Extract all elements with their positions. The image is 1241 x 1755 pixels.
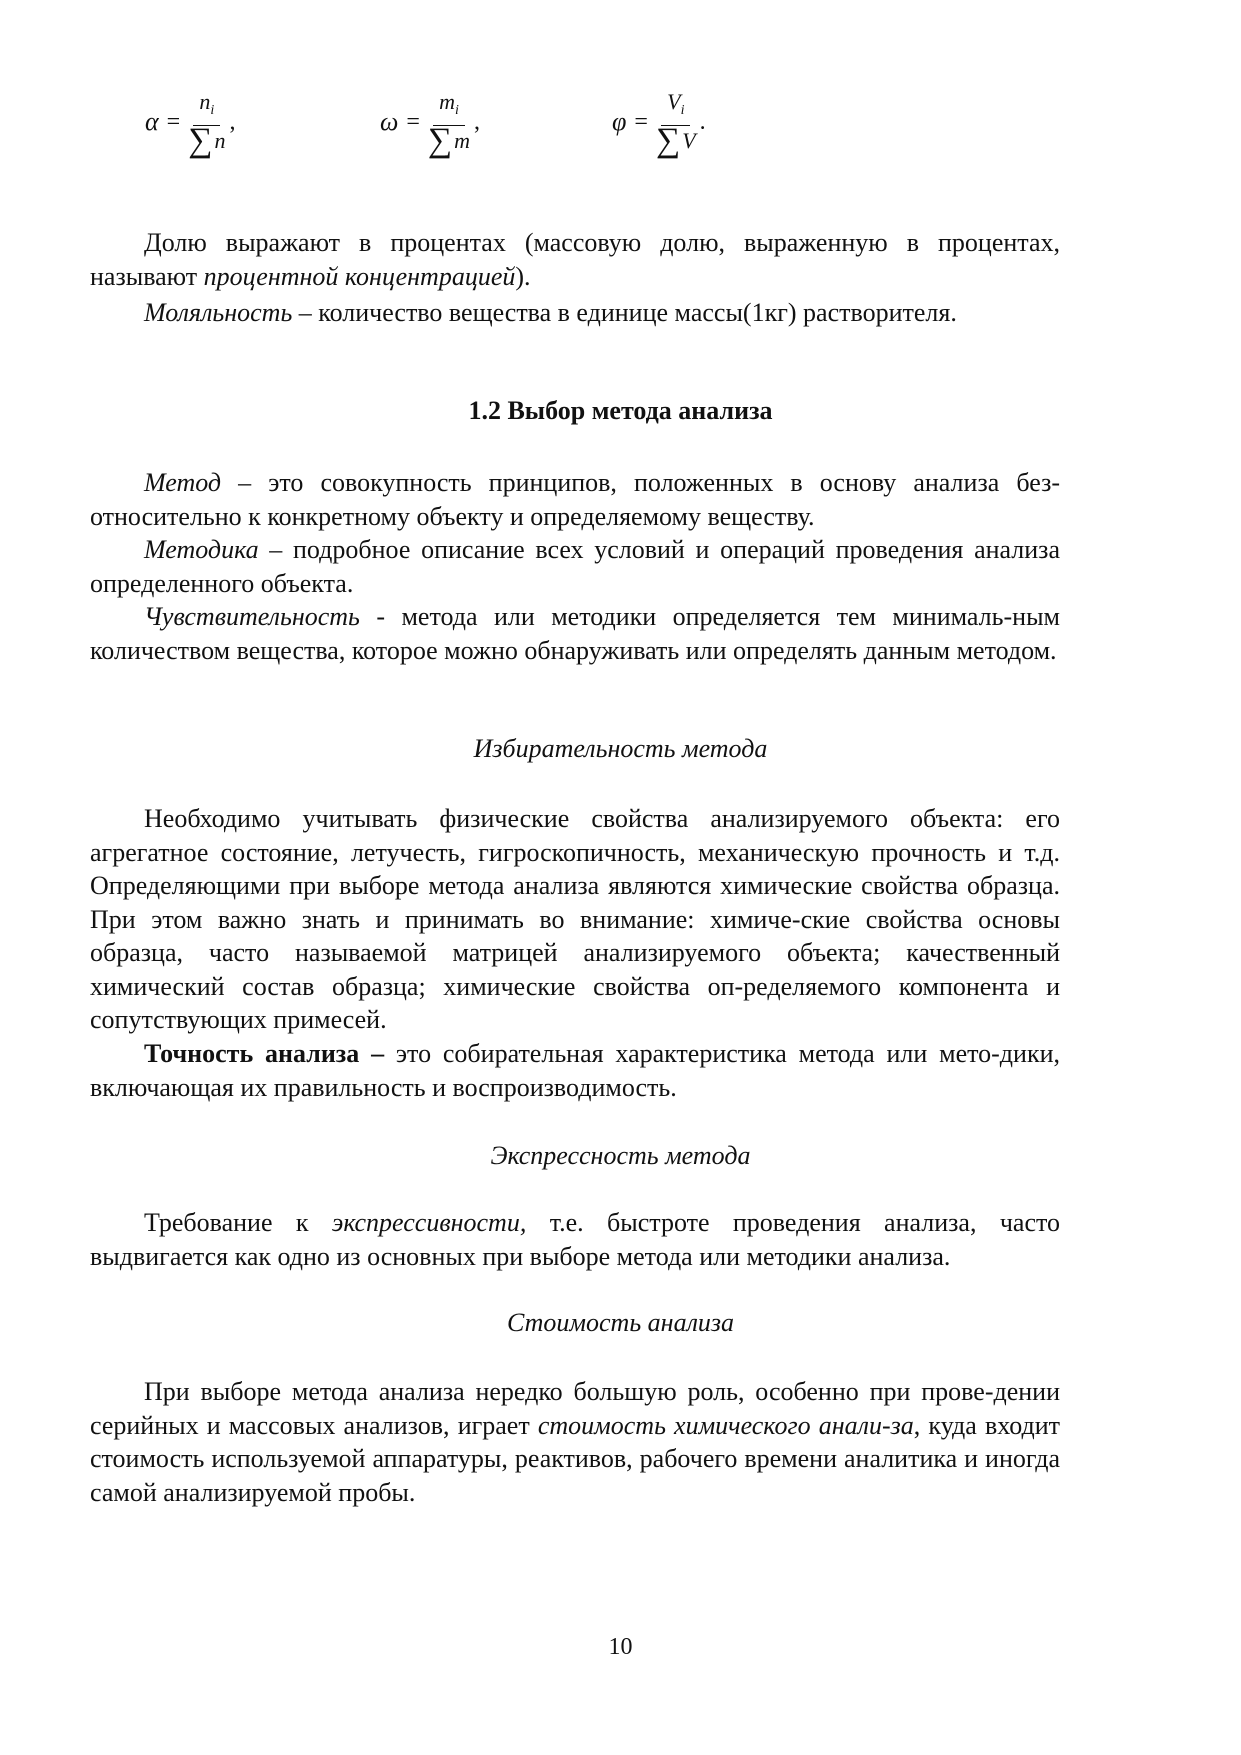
text-run: , куда входит стоимость используемой аппаратуры, реактивов, рабочего времени аналитика и иногда самой анализируемой пробы. — [90, 1410, 1060, 1507]
numerator-subscript: i — [454, 103, 459, 118]
paragraph-selectivity — [90, 802, 1060, 1037]
formula-equals: = — [634, 108, 648, 135]
numerator — [193, 88, 220, 126]
term-sensitivity: Чувствительность — [144, 602, 360, 631]
formula-lhs: α — [145, 107, 159, 136]
numerator-subscript: i — [680, 103, 685, 118]
text-run: Долю выражают в процентах (массовую долю, выраженную в процентах, называют — [90, 228, 1060, 291]
sigma-symbol: ∑ — [427, 122, 453, 159]
formula-mole-fraction — [145, 88, 236, 159]
paragraph-method — [90, 466, 1060, 533]
denominator-var: V — [682, 128, 696, 153]
formula-lhs: φ — [612, 107, 627, 136]
formula-punct: . — [699, 108, 706, 135]
fraction — [427, 88, 471, 159]
numerator-subscript: i — [210, 103, 215, 118]
text-run: При выборе метода анализа нередко большую роль, особенно при прове-дении серийных и массовых анализов, играет — [90, 1377, 1060, 1440]
denominator — [655, 122, 696, 159]
numerator-var: m — [439, 89, 455, 114]
term-molality: Моляльность — [144, 298, 293, 327]
term-analysis-cost: стоимость химического анали-за — [537, 1410, 914, 1440]
numerator-var: V — [667, 89, 681, 114]
paragraph-cost — [90, 1375, 1060, 1509]
paragraph-express — [90, 1206, 1060, 1273]
text-run: - метода или методики определяется тем минималь-ным количеством вещества, которое можно обнаруживать или определять данным методом. — [90, 602, 1060, 665]
term-accuracy: Точность анализа – — [144, 1039, 385, 1068]
formula-punct: , — [474, 108, 481, 135]
text-run: – подробное описание всех условий и операций проведения анализа определенного объекта. — [90, 535, 1060, 598]
sigma-symbol: ∑ — [655, 122, 681, 159]
paragraph-accuracy — [90, 1037, 1060, 1104]
subheading-cost: Стоимость анализа — [506, 1308, 735, 1337]
denominator-var: m — [454, 128, 471, 153]
subheading-express: Экспрессность метода — [490, 1141, 751, 1170]
text-run: – это совокупность принципов, положенных в основу анализа без-относительно к конкретному объекту и определяемому веществу. — [90, 468, 1060, 531]
numerator — [433, 88, 465, 126]
formula-equals: = — [166, 108, 181, 135]
text-run: это собирательная характеристика метода или мето-дики, включающая их правильность и воспроизводимость. — [90, 1039, 1060, 1102]
fraction — [655, 88, 696, 159]
term-methodology: Методика — [144, 535, 259, 564]
denominator-var: n — [214, 128, 226, 153]
text-run: Необходимо учитывать физические свойства анализируемого объекта: его агрегатное состояние, летучесть, гигроскопичность, механическую прочность и т.д. Определяющими при выборе метода анализа являются химические свойства образца. При этом важно знать и принимать во внимание: химиче-ские свойства основы образца, часто называемой матрицей анализируемого объекта; качественный химический состав образца; химические свойства оп-ределяемого компонента и сопутствующих примесей. — [90, 804, 1060, 1034]
text-run: Требование к — [144, 1208, 332, 1237]
numerator-var: n — [199, 89, 211, 114]
text-run: т.е. быстроте проведения анализа, часто выдвигается как одно из основных при выборе метода или методики анализа. — [90, 1208, 1060, 1271]
numerator — [661, 88, 690, 126]
denominator — [188, 122, 226, 159]
term-percent-concentration: процентной концентрацией — [203, 261, 516, 291]
paragraph-percent — [90, 226, 1060, 293]
term-method: Метод — [144, 468, 222, 497]
formula-volume-fraction — [612, 88, 706, 159]
paragraph-methodology — [90, 533, 1060, 600]
formula-lhs: ω — [380, 107, 399, 136]
fraction — [188, 88, 226, 159]
sigma-symbol: ∑ — [188, 122, 213, 159]
formula-mass-fraction — [380, 88, 481, 159]
section-title: 1.2 Выбор метода анализа — [468, 396, 773, 425]
text-run: – количество вещества в единице массы(1кг) растворителя. — [292, 298, 957, 327]
term-expressivity: экспрессивности, — [331, 1208, 527, 1237]
subheading-selectivity: Избирательность метода — [473, 734, 768, 763]
formula-punct: , — [229, 108, 236, 135]
text-run: ). — [515, 261, 531, 291]
paragraph-molality — [90, 296, 1060, 330]
denominator — [427, 122, 471, 159]
paragraph-sensitivity — [90, 600, 1060, 667]
page-number: 10 — [608, 1634, 633, 1660]
formula-equals: = — [406, 108, 420, 135]
